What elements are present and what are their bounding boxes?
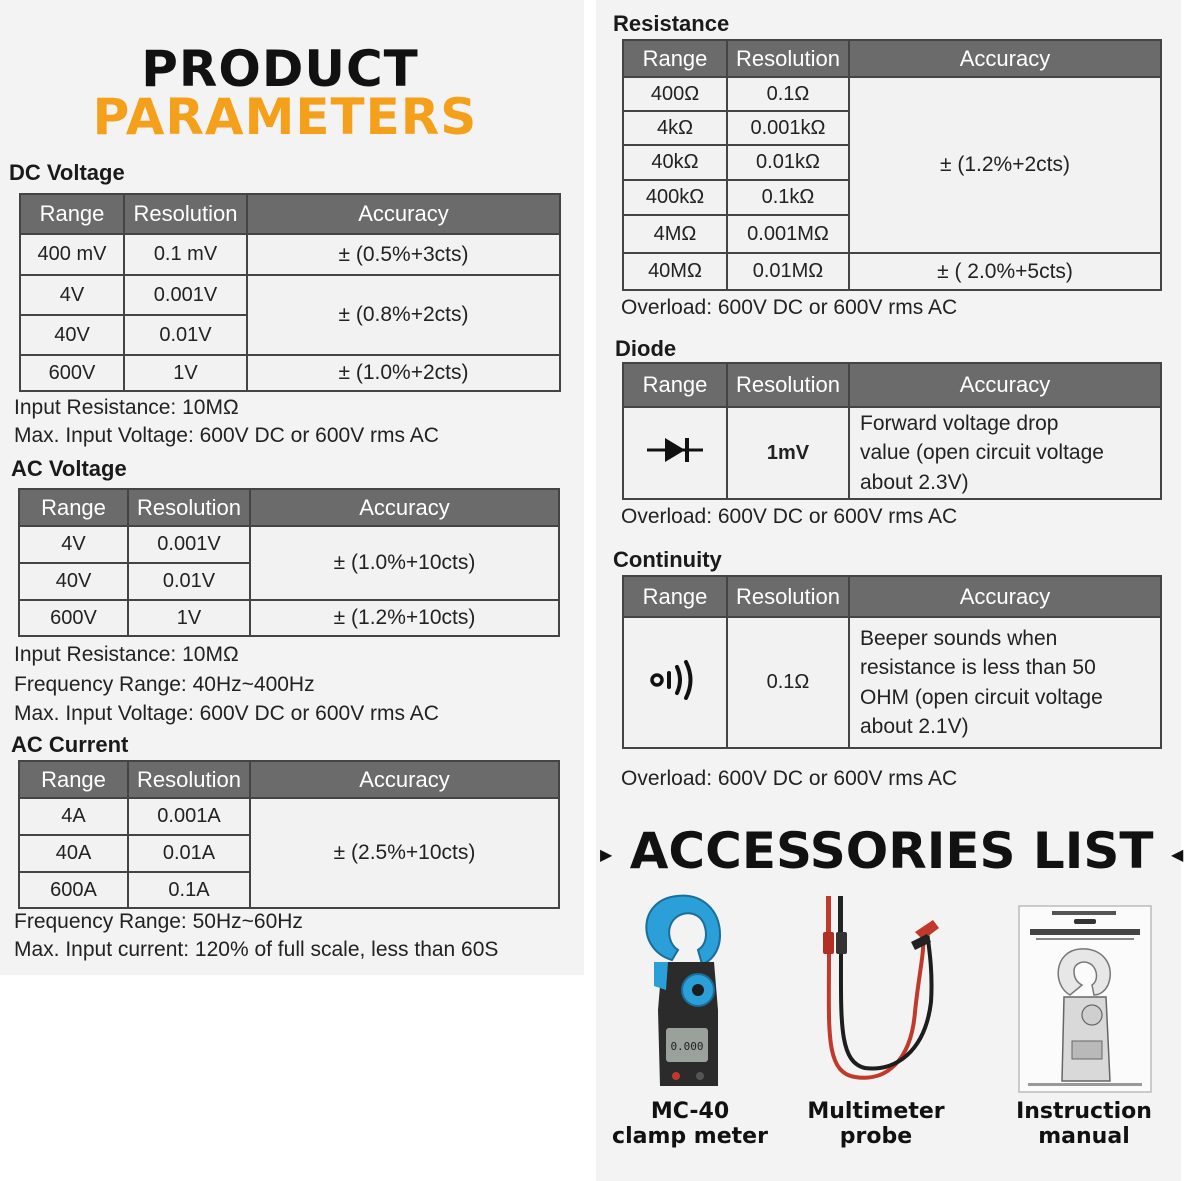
accuracy-line: Beeper sounds when (860, 626, 1058, 650)
accessory-label-manual (984, 1099, 1184, 1149)
cell-resolution: 0.1A (128, 872, 250, 908)
clamp-meter-image (632, 890, 742, 1095)
cell-range: 40V (19, 563, 128, 600)
accuracy-line: about 2.3V) (860, 470, 969, 494)
clamp-display-readout: 0.000 (670, 1040, 704, 1053)
cell-resolution: 0.1 mV (124, 234, 247, 275)
cell-accuracy: ± (0.5%+3cts) (247, 234, 560, 275)
ac-max-input-voltage: Max. Input Voltage: 600V DC or 600V rms AC (14, 702, 439, 725)
cell-accuracy: ± (1.0%+10cts) (250, 526, 559, 600)
header-accuracy: Accuracy (247, 194, 560, 234)
header-range: Range (623, 363, 727, 407)
cell-accuracy (849, 407, 1161, 499)
cell-range: 4kΩ (623, 111, 727, 145)
accuracy-line: resistance is less than 50 (860, 656, 1096, 680)
ac-frequency-range: Frequency Range: 40Hz~400Hz (14, 673, 315, 696)
cell-resolution: 0.01V (124, 315, 247, 355)
cell-accuracy: ± (1.0%+2cts) (247, 355, 560, 391)
cell-resolution: 0.001kΩ (727, 111, 849, 145)
header-resolution: Resolution (124, 194, 247, 234)
diode-range-cell (623, 407, 727, 499)
ac-voltage-heading: AC Voltage (11, 456, 127, 481)
header-range: Range (19, 761, 128, 798)
cell-accuracy: ± (2.5%+10cts) (250, 798, 559, 908)
cell-resolution: 0.01MΩ (727, 253, 849, 290)
header-resolution: Resolution (727, 576, 849, 617)
resistance-overload: Overload: 600V DC or 600V rms AC (621, 296, 958, 319)
cell-range: 4A (19, 798, 128, 835)
cell-range: 600V (20, 355, 124, 391)
accuracy-line: OHM (open circuit voltage (860, 685, 1103, 709)
cell-range: 600A (19, 872, 128, 908)
header-range: Range (623, 40, 727, 77)
cell-resolution: 0.01kΩ (727, 145, 849, 180)
accessories-title-text: ACCESSORIES LIST (629, 822, 1154, 880)
header-resolution: Resolution (128, 761, 250, 798)
header-accuracy: Accuracy (849, 363, 1161, 407)
cell-resolution: 0.001MΩ (727, 215, 849, 253)
diode-overload: Overload: 600V DC or 600V rms AC (621, 505, 958, 528)
header-accuracy: Accuracy (849, 576, 1161, 617)
accuracy-line: Forward voltage drop (860, 411, 1059, 435)
header-range: Range (19, 489, 128, 526)
cell-range: 40MΩ (623, 253, 727, 290)
ac-input-resistance: Input Resistance: 10MΩ (14, 643, 239, 666)
label-line: clamp meter (612, 1124, 768, 1149)
diode-icon (647, 435, 703, 465)
title-parameters: PARAMETERS (92, 88, 478, 146)
cell-range: 4MΩ (623, 215, 727, 253)
instruction-manual-image (1018, 905, 1152, 1093)
label-line: Instruction (1016, 1099, 1152, 1124)
label-line: manual (1038, 1124, 1130, 1149)
continuity-overload: Overload: 600V DC or 600V rms AC (621, 767, 958, 790)
cell-range: 400kΩ (623, 180, 727, 215)
header-resolution: Resolution (727, 363, 849, 407)
cell-resolution: 0.001V (128, 526, 250, 563)
cell-resolution: 0.1kΩ (727, 180, 849, 215)
cell-resolution: 0.1Ω (727, 77, 849, 111)
cell-range: 400 mV (20, 234, 124, 275)
accuracy-line: about 2.1V) (860, 714, 969, 738)
label-line: probe (839, 1124, 913, 1149)
current-max-input: Max. Input current: 120% of full scale, less than 60S (14, 938, 499, 961)
beeper-icon (650, 658, 700, 702)
continuity-heading: Continuity (613, 547, 722, 572)
cell-range: 400Ω (623, 77, 727, 111)
header-range: Range (20, 194, 124, 234)
continuity-range-cell (623, 617, 727, 748)
multimeter-probe-image (815, 892, 945, 1092)
cell-range: 600V (19, 600, 128, 636)
triangle-left-icon: ◀ (1170, 845, 1184, 864)
cell-accuracy: ± (1.2%+10cts) (250, 600, 559, 636)
header-accuracy: Accuracy (849, 40, 1161, 77)
dc-max-input-voltage: Max. Input Voltage: 600V DC or 600V rms AC (14, 424, 439, 447)
header-range: Range (623, 576, 727, 617)
cell-accuracy: ± (1.2%+2cts) (849, 77, 1161, 253)
resistance-table (622, 39, 1162, 291)
header-accuracy: Accuracy (250, 761, 559, 798)
cell-resolution: 0.001A (128, 798, 250, 835)
cell-resolution: 0.001V (124, 275, 247, 315)
resistance-heading: Resistance (613, 11, 730, 36)
cell-resolution: 1V (128, 600, 250, 636)
label-line: MC-40 (650, 1099, 730, 1124)
cell-accuracy: ± ( 2.0%+5cts) (849, 253, 1161, 290)
cell-range: 40kΩ (623, 145, 727, 180)
cell-accuracy: ± (0.8%+2cts) (247, 275, 560, 355)
triangle-right-icon: ▶ (600, 845, 613, 864)
cell-resolution: 0.01V (128, 563, 250, 600)
current-frequency-range: Frequency Range: 50Hz~60Hz (14, 910, 303, 933)
cell-resolution: 0.1Ω (727, 617, 849, 748)
dc-voltage-table (19, 193, 561, 392)
cell-range: 4V (20, 275, 124, 315)
ac-current-heading: AC Current (11, 732, 129, 757)
header-resolution: Resolution (128, 489, 250, 526)
header-resolution: Resolution (727, 40, 849, 77)
cell-resolution: 1V (124, 355, 247, 391)
cell-range: 40A (19, 835, 128, 872)
cell-resolution: 0.01A (128, 835, 250, 872)
accessory-label-clamp-meter (590, 1099, 790, 1149)
title-product: PRODUCT (141, 40, 419, 98)
header-accuracy: Accuracy (250, 489, 559, 526)
cell-accuracy (849, 617, 1161, 748)
accessory-label-probe (776, 1099, 976, 1149)
diode-heading: Diode (615, 336, 677, 361)
dc-voltage-heading: DC Voltage (9, 160, 125, 185)
ac-voltage-table (18, 488, 560, 637)
continuity-table (622, 575, 1162, 749)
cell-range: 4V (19, 526, 128, 563)
accuracy-line: value (open circuit voltage (860, 441, 1104, 465)
cell-range: 40V (20, 315, 124, 355)
ac-current-table (18, 760, 560, 909)
cell-resolution: 1mV (727, 407, 849, 499)
accessories-heading (600, 822, 1184, 880)
label-line: Multimeter (807, 1099, 945, 1124)
diode-table (622, 362, 1162, 500)
dc-input-resistance: Input Resistance: 10MΩ (14, 396, 239, 419)
